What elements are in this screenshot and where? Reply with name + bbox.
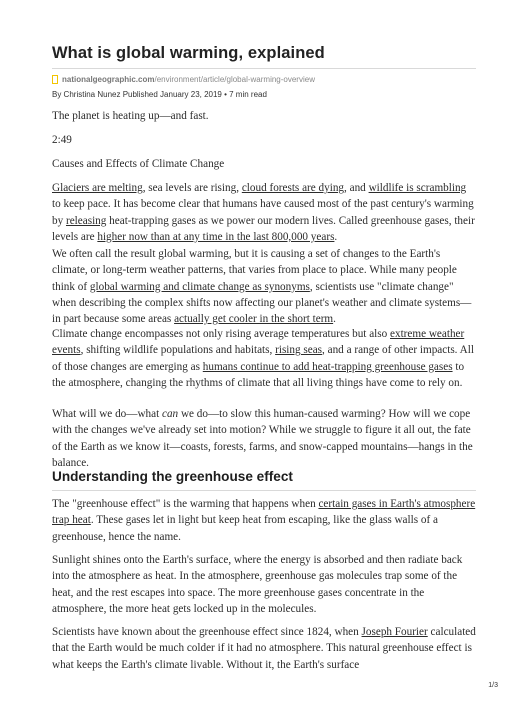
paragraph-text: , and a range of other impacts. All of those changes are emerging as — [52, 344, 474, 373]
paragraph-3 — [52, 326, 476, 391]
link-cooler-short-term[interactable]: actually get cooler in the short term — [174, 313, 334, 326]
paragraph-text: we do—to slow this human-caused warming? How will we cope with the changes we've already set into motion? While we struggle to figure it all out, the fate of the Earth as we know it—coasts, forests, farms, and snow-capped mountains—hangs in the balance. — [52, 408, 473, 469]
video-caption: Causes and Effects of Climate Change — [52, 158, 225, 170]
paragraph-text: , scientists use "climate change" when describing the complex shifts now affecting our planet's weather and climate systems—in part because some areas — [52, 280, 472, 326]
paragraph-2 — [52, 246, 476, 327]
link-gases-trap-heat[interactable]: certain gases in Earth's atmosphere trap heat — [52, 498, 476, 527]
paragraph-text: Scientists have known about the greenhouse effect since 1824, when — [52, 626, 362, 638]
national-geographic-logo-icon — [52, 75, 58, 84]
link-releasing[interactable]: releasing — [65, 214, 107, 227]
paragraph-text: The "greenhouse effect" is the warming that happens when — [52, 498, 319, 510]
paragraph-5 — [52, 496, 476, 545]
link-synonyms[interactable]: global warming and climate change as synonyms — [89, 280, 310, 293]
source-path[interactable]: /environment/article/global-warming-overview — [154, 75, 315, 84]
paragraph-text: We often call the result global warming, but it is causing a set of changes to the Earth's climate, or long-term weather patterns, that varies from place to place. While many people think of — [52, 248, 457, 293]
emphasis-can: can — [162, 408, 179, 420]
paragraph-text: to keep pace. It has become clear that humans have caused most of the past century's warming by — [52, 198, 474, 227]
article-title: What is global warming, explained — [52, 44, 325, 62]
link-heat-trapping-gases[interactable]: humans continue to add heat-trapping greenhouse gases — [202, 360, 453, 373]
paragraph-text: calculated that the Earth would be much colder if it had no atmosphere. This natural greenhouse effect is what keeps the Earth's climate livable. Without it, the Earth's surface — [52, 626, 476, 671]
paragraph-7 — [52, 624, 476, 673]
paragraph-text: What will we do—what — [52, 408, 162, 420]
link-wildlife-scrambling[interactable]: wildlife is scrambling — [368, 182, 467, 194]
link-joseph-fourier[interactable]: Joseph Fourier — [361, 626, 428, 638]
heading-divider — [52, 490, 476, 491]
link-glaciers-melting[interactable]: Glaciers are melting — [52, 182, 143, 194]
paragraph-text: , shifting wildlife populations and habitats, — [80, 344, 276, 357]
paragraph-text: . — [333, 313, 336, 326]
source-domain[interactable]: nationalgeographic.com — [62, 75, 155, 84]
paragraph-text: , and — [344, 182, 369, 194]
link-extreme-weather-events[interactable]: extreme weather events — [52, 328, 465, 357]
link-higher-than-800000-years[interactable]: higher now than at any time in the last 800,000 years — [97, 230, 335, 243]
section-heading: Understanding the greenhouse effect — [52, 469, 293, 484]
byline: By Christina Nunez Published January 23, 2019 • 7 min read — [52, 90, 267, 99]
paragraph-text: Climate change encompasses not only rising average temperatures but also — [52, 328, 391, 340]
paragraph-text: . — [334, 230, 338, 243]
source-url[interactable] — [52, 75, 315, 84]
paragraph-text: . These gases let in light but keep heat from escaping, like the glass walls of a greenhouse, hence the name. — [52, 514, 438, 543]
paragraph-6: Sunlight shines onto the Earth's surface, where the energy is absorbed and then radiate back into the atmosphere as heat. In the atmosphere, greenhouse gas molecules trap some of the heat, and the rest escapes into space. The more greenhouse gases concentrate in the atmosphere, the more heat gets locked up in the molecules. — [52, 554, 463, 615]
page-number: 1/3 — [488, 682, 498, 689]
title-divider — [52, 68, 476, 69]
paragraph-text: heat-trapping gases as we power our modern lives. Called greenhouse gases, their levels are — [52, 214, 475, 243]
link-rising-seas[interactable]: rising seas — [275, 344, 323, 357]
video-duration: 2:49 — [52, 134, 72, 146]
paragraph-text: , sea levels are rising, — [142, 182, 242, 194]
paragraph-text: to the atmosphere, changing the rhythms of climate that all living things have come to rely on. — [52, 360, 465, 389]
link-cloud-forests-dying[interactable]: cloud forests are dying — [241, 182, 345, 194]
intro-text: The planet is heating up—and fast. — [52, 110, 209, 122]
paragraph-1 — [52, 180, 476, 245]
paragraph-4 — [52, 406, 476, 471]
